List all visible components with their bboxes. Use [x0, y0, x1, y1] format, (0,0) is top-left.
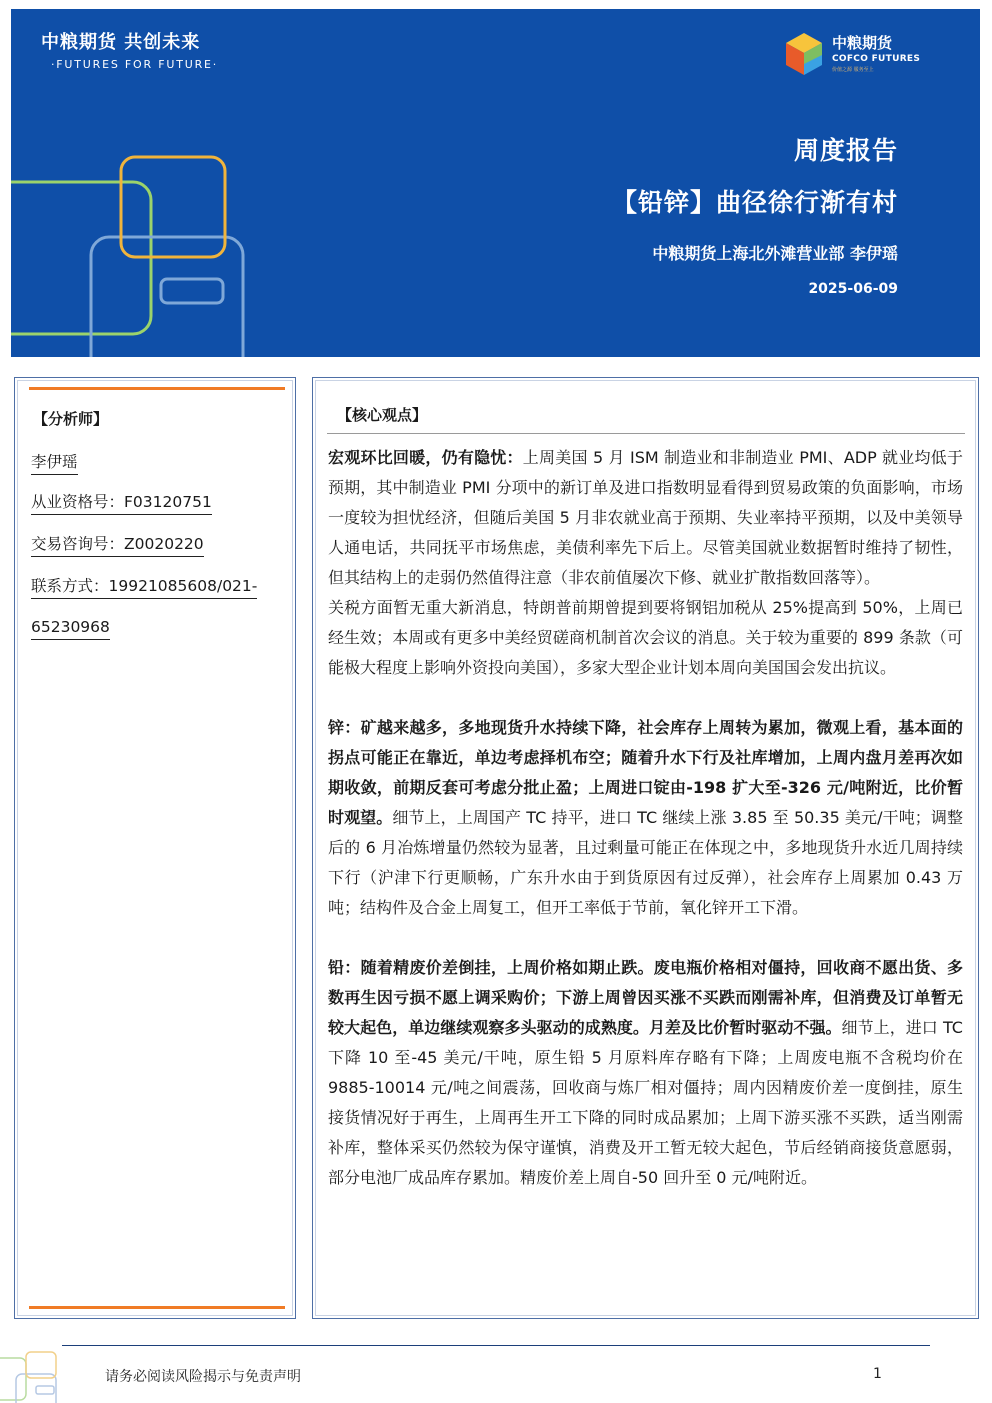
report-title: 【铅锌】曲径徐行渐有村 [611, 188, 898, 217]
header-banner [11, 9, 980, 357]
footer-decoration-graphic [0, 1348, 64, 1403]
zinc-body: 细节上，上周国产 TC 持平，进口 TC 继续上涨 3.85 至 50.35 美元/干吨；调整后的 6 月冶炼增量仍然较为显著，且过剩量可能正在体现之中，多地现货升水近几周持续下行（沪津下行更顺畅，广东升水由于到货原因有过反弹），社会库存上周累加 0.43 万吨；结构件及合金上周复工，但开工率低于节前，氧化锌开工下滑。 [328, 808, 963, 917]
report-author: 中粮期货上海北外滩营业部 李伊瑶 [652, 244, 898, 263]
zinc-paragraph [328, 713, 963, 923]
slogan-cn: 中粮期货 共创未来 [41, 32, 201, 53]
paragraph-gap [328, 683, 963, 713]
paragraph-gap [328, 923, 963, 953]
core-views-panel [312, 377, 979, 1319]
core-heading-rule [327, 433, 965, 434]
report-type: 周度报告 [793, 136, 898, 165]
orange-bottom-rule [29, 1306, 285, 1309]
analyst-contact-cont: 65230968 [31, 616, 110, 640]
tariff-paragraph: 关税方面暂无重大新消息，特朗普前期曾提到要将钢铝加税从 25%提高到 50%，上周已经生效；本周或有更多中美经贸磋商机制首次会议的消息。关于较为重要的 899 条款（可能极大程度上影响外资投向美国），多家大型企业计划本周向美国国会发出抗议。 [328, 598, 963, 677]
analyst-name: 李伊瑶 [31, 451, 78, 475]
core-views-heading: 【核心观点】 [337, 406, 428, 424]
small-frame [161, 279, 223, 303]
logo-cn: 中粮期货 [832, 34, 893, 52]
green-frame [11, 182, 151, 334]
cofco-logo-icon [782, 31, 826, 79]
logo-sub: 价值之源 服务至上 [832, 67, 874, 73]
analyst-contact: 联系方式：19921085608/021- [31, 575, 257, 599]
report-date: 2025-06-09 [808, 281, 898, 297]
analyst-heading: 【分析师】 [33, 410, 109, 428]
macro-paragraph [328, 443, 963, 593]
orange-top-rule [29, 387, 285, 390]
footer-disclaimer: 请务必阅读风险揭示与免责声明 [105, 1369, 301, 1385]
page-number: 1 [873, 1366, 882, 1382]
yellow-frame [121, 157, 225, 257]
analyst-panel [14, 377, 296, 1319]
analyst-consult-number: 交易咨询号：Z0020220 [31, 533, 204, 557]
analyst-qualification: 从业资格号：F03120751 [31, 491, 212, 515]
slogan-en: ·FUTURES FOR FUTURE· [51, 58, 219, 71]
logo-en: COFCO FUTURES [832, 54, 921, 64]
footer-rule [62, 1345, 930, 1346]
core-views-content [328, 443, 963, 1193]
company-logo [782, 27, 942, 83]
macro-lead: 宏观环比回暖，仍有隐忧： [328, 448, 523, 467]
lead-body: 细节上，进口 TC 下降 10 至-45 美元/干吨，原生铅 5 月原料库存略有下降；上周废电瓶不含税均价在 9885-10014 元/吨之间震荡，回收商与炼厂相对僵持；周内因精废价差一度倒挂，原生接货情况好于再生，上周再生开工下降的同时成品累加；上周下游买涨不买跌，适当刚需补库，整体采买仍然较为保守谨慎，消费及开工暂无较大起色，节后经销商接货意愿弱，部分电池厂成品库存累加。精废价差上周自-50 回升至 0 元/吨附近。 [328, 1018, 963, 1187]
lead-lead: 铅：随着精废价差倒挂，上周价格如期止跌。废电瓶价格相对僵持，回收商不愿出货、多数再生因亏损不愿上调采购价；下游上周曾因买涨不买跌而刚需补库，但消费及订单暂无较大起色，单边继续观察多头驱动的成熟度。月差及比价暂时驱动不强。 [328, 958, 963, 1037]
lead-paragraph [328, 953, 963, 1193]
zinc-lead: 锌：矿越来越多，多地现货升水持续下降，社会库存上周转为累加，微观上看，基本面的拐点可能正在靠近，单边考虑择机布空；随着升水下行及社库增加，上周内盘月差再次如期收敛，前期反套可考虑分批止盈；上周进口锭由-198 扩大至-326 元/吨附近，比价暂时观望。 [328, 718, 963, 827]
slogan [41, 28, 218, 71]
logo-text [832, 32, 920, 73]
macro-body: 上周美国 5 月 ISM 制造业和非制造业 PMI、ADP 就业均低于预期，其中制造业 PMI 分项中的新订单及进口指数明显看得到贸易政策的负面影响，市场一度较为担忧经济，但随后美国 5 月非农就业高于预期、失业率持平预期，以及中美领导人通电话，共同抚平市场焦虑，美债利率先下后上。尽管美国就业数据暂时维持了韧性，但其结构上的走弱仍然值得注意（非农前值屡次下修、就业扩散指数回落等）。 [328, 448, 963, 587]
